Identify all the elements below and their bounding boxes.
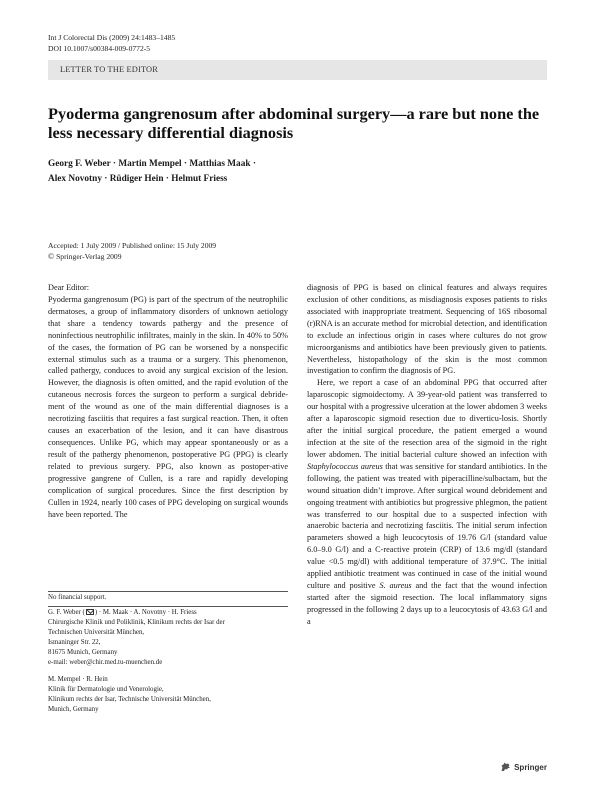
body-paragraph: Pyoderma gangrenosum (PG) is part of the spectrum of the neutrophilic dermatoses, a group of inflammatory disorders of unknown aetiology that share a tendency towards pathergy and the presence of noninfectious neutrophilic infiltrates, mainly in the skin. In 40% to 50% of the cases, the formation of PG can be worsened by a nonspecific external stimulus such as a trauma or a surgery. This phenomenon, called pathergy, conduces to avoid any surgical excision of the lesion. However, the diagnosis is often omitted, and the rapid evolution of the cutaneous necrosis forces the surgeon to perform a surgical debride-ment of the wound as one of the main differential diagnoses is a necrotizing fasciitis that requires a fast surgical reaction. Then, it often causes an exacerbation of the lesion, and it can have disastrous consequences. Unlike PG, which may appear spontaneously or as a result of the pathergy phenomenon, postoperative PG (PPG) is clearly related to previous surgery. PPG, also known as postoper-ative progressive gangrene of Cullen, is a rare and rapidly developing complication of surgical procedures. Since the first description by Cullen in 1924, nearly 100 cases of PPG developing on surgical wounds have been reported. The: [48, 294, 288, 519]
body-column-left: [48, 282, 288, 520]
copyright-line: [48, 251, 216, 262]
funding-note: [48, 593, 288, 603]
section-banner: [48, 60, 547, 80]
affiliation-names: G. F. Weber ( ) · M. Maak · A. Novotny · H. Friess: [48, 609, 197, 616]
affiliation-institution: Chirurgische Klinik und Poliklinik, Klinikum rechts der Isar der: [48, 618, 225, 626]
publisher-logo: [500, 762, 547, 772]
accepted-published: Accepted: 1 July 2009 / Published online: 15 July 2009: [48, 241, 217, 250]
case-report-paragraph: Here, we report a case of an abdominal PPG that occurred after laparoscopic sigmoidectomy. A 39-year-old patient was transferred to our hospital with a progressive ulceration at the lower abdomen 3 weeks after a laparoscopic sigmoid resection due to diverticu-losis. Shortly after the initial surgical procedure, the patient emerged a wound infection at the site of the resection area of the sigmoid in the right lower abdomen. The initial bacterial culture showed an infection with Staphylococcus aureus that was sensitive for standard antibiotics. In the following, the patient was treated with piperacilline/sulbactam, but the wound situation didn’t improve. After surgical wound debridement and ongoing treatment with antibiotics but progressive phlegmon, the patient was transferred to our hospital due to a suspected infection with anaerobic bacteria and necrotizing fasciitis. The initial serum infection parameters showed a high leucocytosis of 19.76 G/l (standard value 6.0–9.0 G/l) and a C-reactive protein (CRP) of 13.6 mg/dl (standard value <0.5 mg/dl) with additional temperature of 37.9°C. The initial applied antibiotic treatment was continued in case of the initial wound culture and positive S. aureus and the fact that the wound infection started after the sigmoid resection. The local inflammatory signs progressed in the following 2 days up to a leucocytosis of 43.63 G/l and a: [307, 378, 547, 626]
organism-name: S. aureus: [379, 581, 412, 591]
affiliation-street: Ismaninger Str. 22,: [48, 638, 101, 646]
journal-reference: [48, 33, 175, 54]
publication-dates: [48, 240, 216, 262]
copyright-icon: ©: [48, 252, 55, 261]
footnote-divider: [48, 591, 288, 592]
salutation: Dear Editor:: [48, 283, 90, 292]
publisher-name: Springer: [514, 762, 547, 772]
journal-citation: Int J Colorectal Dis (2009) 24:1483–1485: [48, 33, 176, 42]
affiliation-city: 81675 Munich, Germany: [48, 648, 118, 656]
funding-text: No financial support.: [48, 594, 107, 601]
corresponding-email[interactable]: e-mail: weber@chir.med.tu-muenchen.de: [48, 658, 163, 666]
article-title: Pyoderma gangrenosum after abdominal surgery—a rare but none the less necessary differential diagnosis: [48, 104, 540, 142]
body-paragraph: diagnosis of PPG is based on clinical features and always requires exclusion of other conditions, as misdiagnosis exposes patients to risks associated with inappropriate treatment. Sequencing of 16S ribosomal (r)RNA is an accurate method for microbial detection, and identification to exclude an infectious origin in cases where cultures do not grow microorganisms and antibiotics have been previously given to patients. Nevertheless, histopathology of the skin is the most common investigation to confirm the diagnosis of PG.: [307, 283, 547, 376]
author-list: [48, 157, 548, 186]
affiliation-institution: Klinik für Dermatologie und Venerologie,: [48, 685, 164, 693]
affiliation-surgery: [48, 608, 288, 667]
section-label: LETTER TO THE EDITOR: [60, 65, 158, 74]
organism-name: Staphylococcus aureus: [307, 461, 383, 471]
affiliation-city: Munich, Germany: [48, 705, 99, 713]
copyright-holder: Springer-Verlag 2009: [56, 252, 122, 261]
doi: DOI 10.1007/s00384-009-0772-5: [48, 43, 151, 53]
affiliation-names: M. Mempel · R. Hein: [48, 676, 108, 683]
footnote-divider: [48, 606, 288, 607]
envelope-icon: [86, 609, 94, 615]
affiliation-dermatology: [48, 675, 288, 715]
affiliation-institution: Technischen Universität München,: [48, 628, 145, 636]
body-column-right: [307, 282, 547, 628]
authors-line-1: Georg F. Weber · Martin Mempel · Matthias Maak ·: [48, 159, 256, 169]
authors-line-2: Alex Novotny · Rüdiger Hein · Helmut Friess: [48, 173, 228, 184]
affiliation-institution: Klinikum rechts der Isar, Technische Universität München,: [48, 695, 211, 703]
springer-horse-icon: [500, 762, 511, 772]
